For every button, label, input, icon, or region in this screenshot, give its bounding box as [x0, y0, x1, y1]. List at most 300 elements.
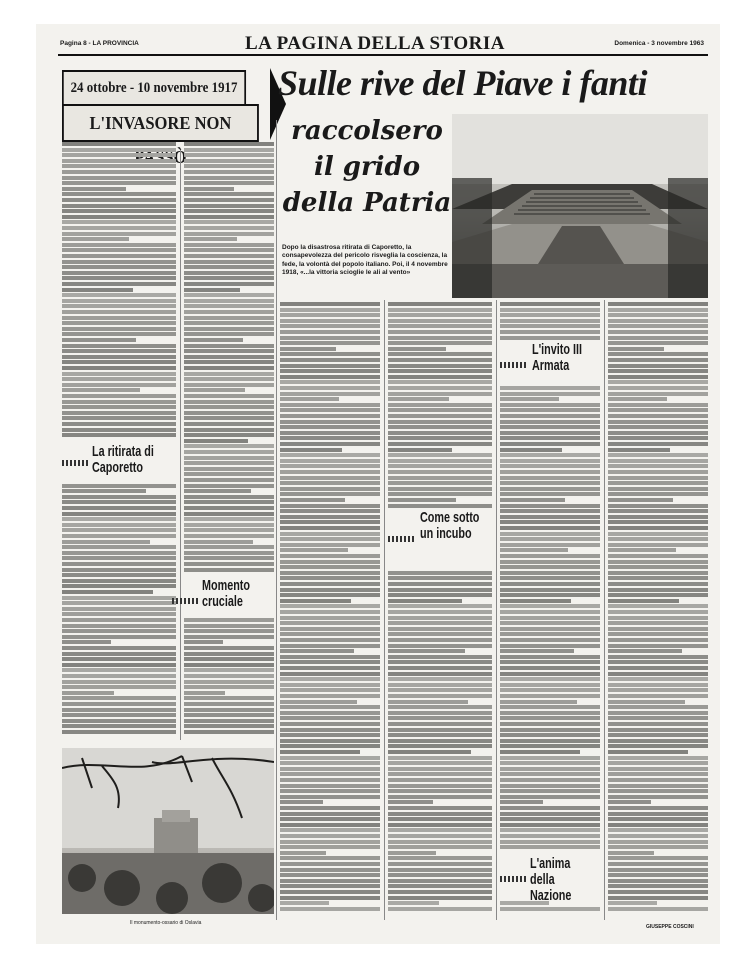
- body-text-line: [608, 476, 708, 480]
- subhead-ornament-icon: [62, 460, 88, 466]
- body-text-line: [280, 806, 380, 810]
- body-text-line: [280, 336, 380, 340]
- page-label: Pagina 8 - LA PROVINCIA: [60, 40, 139, 47]
- body-text-line: [388, 789, 492, 793]
- body-text-line: [62, 327, 176, 331]
- body-text-line: [500, 459, 600, 463]
- body-text-line: [500, 302, 600, 306]
- text-column: [184, 142, 274, 738]
- body-text-line: [608, 470, 708, 474]
- body-text-line: [280, 778, 380, 782]
- subhead-invito: L'invito III Armata: [532, 341, 582, 374]
- body-text-line: [280, 610, 380, 614]
- body-text-line: [184, 248, 274, 252]
- body-text-line: [388, 901, 439, 905]
- body-text-line: [388, 420, 492, 424]
- body-text-line: [608, 711, 708, 715]
- body-text-line: [280, 761, 380, 765]
- body-text-line: [388, 817, 492, 821]
- body-text-line: [608, 548, 676, 552]
- body-text-line: [62, 170, 176, 174]
- body-text-line: [608, 795, 708, 799]
- body-text-line: [388, 588, 492, 592]
- body-text-line: [184, 405, 274, 409]
- body-text-line: [388, 621, 492, 625]
- lede-paragraph: Dopo la disastrosa ritirata di Caporetto, la consapevolezza del pericolo risveglia la coscienza, la fede, la volontà del popolo italiano. Poi, il 4 novembre 1918, «...la vittoria scioglie le ali al vento»: [282, 244, 448, 277]
- body-text-line: [280, 532, 380, 536]
- body-text-line: [184, 310, 274, 314]
- body-text-line: [280, 571, 380, 575]
- body-text-line: [500, 644, 600, 648]
- body-text-line: [608, 784, 708, 788]
- body-text-line: [608, 666, 708, 670]
- body-text-line: [388, 795, 492, 799]
- body-text-line: [62, 243, 176, 247]
- body-text-line: [62, 719, 176, 723]
- body-text-line: [608, 408, 708, 412]
- body-text-line: [62, 624, 176, 628]
- body-text-line: [62, 383, 176, 387]
- body-text-line: [184, 299, 274, 303]
- body-text-line: [62, 579, 176, 583]
- body-text-line: [184, 338, 243, 342]
- body-text-line: [280, 476, 380, 480]
- body-text-line: [280, 492, 380, 496]
- body-text-line: [500, 386, 600, 390]
- body-text-line: [62, 187, 126, 191]
- body-text-line: [608, 358, 708, 362]
- body-text-line: [388, 464, 492, 468]
- body-text-line: [500, 453, 600, 457]
- body-text-line: [608, 347, 664, 351]
- body-text-line: [388, 896, 492, 900]
- body-text-line: [280, 604, 380, 608]
- body-text-line: [500, 593, 600, 597]
- body-text-line: [500, 672, 600, 676]
- body-text-line: [388, 610, 492, 614]
- body-text-line: [388, 784, 492, 788]
- body-text-line: [280, 907, 380, 911]
- body-text-line: [62, 416, 176, 420]
- author-byline: GIUSEPPE COSCINI: [646, 924, 694, 930]
- body-text-line: [184, 388, 245, 392]
- body-text-line: [388, 700, 468, 704]
- body-text-line: [608, 862, 708, 866]
- body-text-line: [280, 582, 380, 586]
- body-text-line: [608, 375, 708, 379]
- body-text-line: [280, 431, 380, 435]
- body-text-line: [388, 397, 449, 401]
- body-text-line: [500, 554, 600, 558]
- body-text-line: [500, 694, 600, 698]
- body-text-line: [184, 484, 274, 488]
- body-text-line: [608, 761, 708, 765]
- body-text-line: [184, 730, 274, 734]
- body-text-line: [500, 800, 543, 804]
- body-text-line: [184, 696, 274, 700]
- body-text-line: [388, 571, 492, 575]
- body-text-line: [280, 554, 380, 558]
- body-text-line: [500, 599, 571, 603]
- body-text-line: [184, 663, 274, 667]
- column-rule: [604, 300, 605, 920]
- headline-line2: raccolsero: [291, 116, 443, 146]
- body-text-line: [608, 834, 708, 838]
- body-text-line: [184, 657, 274, 661]
- body-text-line: [184, 668, 274, 672]
- body-text-line: [388, 604, 492, 608]
- body-text-line: [388, 868, 492, 872]
- body-text-line: [62, 394, 176, 398]
- body-text-line: [388, 800, 433, 804]
- body-text-line: [184, 433, 274, 437]
- body-text-line: [280, 576, 380, 580]
- body-text-line: [608, 879, 708, 883]
- body-text-line: [608, 638, 708, 642]
- body-text-line: [500, 778, 600, 782]
- body-text-line: [608, 604, 708, 608]
- body-text-line: [280, 464, 380, 468]
- body-text-line: [62, 164, 176, 168]
- photo-caption: Il monumento-ossario di Oslavia: [130, 920, 202, 926]
- body-text-line: [62, 724, 176, 728]
- body-text-line: [62, 142, 176, 146]
- body-text-line: [608, 610, 708, 614]
- body-text-line: [280, 879, 380, 883]
- subhead-momento: Momento cruciale: [202, 577, 251, 610]
- body-text-line: [280, 520, 380, 524]
- body-text-line: [500, 761, 600, 765]
- body-text-line: [608, 464, 708, 468]
- body-text-line: [608, 481, 708, 485]
- body-text-line: [608, 380, 708, 384]
- body-text-line: [388, 840, 492, 844]
- body-text-line: [608, 845, 708, 849]
- body-text-line: [184, 680, 274, 684]
- body-text-line: [62, 271, 176, 275]
- body-text-line: [280, 588, 380, 592]
- body-text-line: [62, 506, 176, 510]
- body-text-line: [388, 453, 492, 457]
- body-text-line: [608, 716, 708, 720]
- body-text-line: [500, 520, 600, 524]
- column-rule: [180, 150, 181, 740]
- body-text-line: [388, 582, 492, 586]
- body-text-line: [388, 470, 492, 474]
- body-text-line: [608, 330, 708, 334]
- body-text-line: [280, 548, 348, 552]
- body-text-line: [280, 856, 380, 860]
- body-text-line: [62, 153, 176, 157]
- body-text-line: [184, 461, 274, 465]
- body-text-line: [184, 523, 274, 527]
- body-text-line: [184, 506, 274, 510]
- body-text-line: [62, 674, 176, 678]
- body-text-line: [388, 739, 492, 743]
- body-text-line: [388, 386, 492, 390]
- body-text-line: [608, 397, 667, 401]
- body-text-line: [500, 537, 600, 541]
- body-text-line: [388, 666, 492, 670]
- body-text-line: [608, 571, 708, 575]
- body-text-line: [388, 655, 492, 659]
- body-text-line: [608, 907, 708, 911]
- body-text-line: [500, 313, 600, 317]
- body-text-line: [184, 349, 274, 353]
- body-text-line: [62, 618, 176, 622]
- body-text-line: [388, 694, 492, 698]
- body-text-line: [608, 767, 708, 771]
- body-text-line: [500, 476, 600, 480]
- body-text-line: [500, 392, 600, 396]
- body-text-line: [608, 896, 708, 900]
- body-text-line: [280, 560, 380, 564]
- body-text-line: [280, 868, 380, 872]
- body-text-line: [280, 470, 380, 474]
- body-text-line: [608, 722, 708, 726]
- body-text-line: [388, 772, 492, 776]
- body-text-line: [184, 288, 240, 292]
- body-text-line: [184, 187, 234, 191]
- body-text-line: [500, 688, 600, 692]
- body-text-line: [608, 532, 708, 536]
- body-text-line: [184, 198, 274, 202]
- body-text-line: [280, 369, 380, 373]
- body-text-line: [184, 691, 225, 695]
- body-text-line: [280, 509, 380, 513]
- section-title: LA PAGINA DELLA STORIA: [244, 33, 505, 54]
- body-text-line: [608, 627, 708, 631]
- text-column: [608, 302, 708, 916]
- header-rule: [58, 54, 708, 56]
- body-text-line: [500, 722, 600, 726]
- body-text-line: [184, 556, 274, 560]
- body-text-line: [500, 487, 600, 491]
- body-text-line: [280, 772, 380, 776]
- body-text-line: [500, 789, 600, 793]
- body-text-line: [280, 884, 380, 888]
- body-text-line: [62, 226, 176, 230]
- body-text-line: [184, 713, 274, 717]
- body-text-line: [280, 851, 326, 855]
- body-text-line: [62, 355, 176, 359]
- body-text-line: [388, 767, 492, 771]
- body-text-line: [608, 392, 708, 396]
- body-text-line: [62, 601, 176, 605]
- body-text-line: [280, 644, 380, 648]
- body-text-line: [280, 504, 380, 508]
- subhead-ritirata: La ritirata di Caporetto: [92, 443, 154, 476]
- body-text-line: [388, 834, 492, 838]
- body-text-line: [280, 728, 380, 732]
- body-text-line: [388, 336, 492, 340]
- body-text-line: [608, 313, 708, 317]
- body-text-line: [388, 380, 492, 384]
- body-text-line: [184, 624, 274, 628]
- body-text-line: [184, 220, 274, 224]
- body-text-line: [184, 439, 248, 443]
- subhead-ornament-icon: [388, 536, 414, 542]
- body-text-line: [184, 512, 274, 516]
- body-text-line: [280, 459, 380, 463]
- body-text-line: [62, 556, 176, 560]
- body-text-line: [280, 812, 380, 816]
- body-text-line: [184, 702, 274, 706]
- body-text-line: [280, 828, 380, 832]
- body-text-line: [388, 324, 492, 328]
- body-text-line: [500, 492, 600, 496]
- body-text-line: [608, 498, 673, 502]
- body-text-line: [608, 565, 708, 569]
- body-text-line: [388, 313, 492, 317]
- body-text-line: [388, 487, 492, 491]
- body-text-line: [388, 476, 492, 480]
- body-text-line: [280, 414, 380, 418]
- body-text-line: [184, 478, 274, 482]
- body-text-line: [62, 629, 176, 633]
- body-text-line: [388, 392, 492, 396]
- body-text-line: [388, 364, 492, 368]
- body-text-line: [608, 431, 708, 435]
- body-text-line: [500, 812, 600, 816]
- ossuary-photo-icon: [62, 748, 274, 914]
- body-text-line: [500, 610, 600, 614]
- body-text-line: [500, 330, 600, 334]
- body-text-line: [184, 237, 237, 241]
- body-text-line: [280, 649, 354, 653]
- body-text-line: [280, 750, 360, 754]
- body-text-line: [280, 823, 380, 827]
- body-text-line: [280, 448, 342, 452]
- body-text-line: [280, 711, 380, 715]
- body-text-line: [184, 304, 274, 308]
- body-text-line: [388, 638, 492, 642]
- body-text-line: [62, 220, 176, 224]
- body-text-line: [388, 369, 492, 373]
- body-text-line: [184, 260, 274, 264]
- body-text-line: [280, 705, 380, 709]
- body-text-line: [500, 498, 565, 502]
- body-text-line: [184, 176, 274, 180]
- body-text-line: [388, 705, 492, 709]
- body-text-line: [500, 828, 600, 832]
- body-text-line: [608, 352, 708, 356]
- body-text-line: [184, 372, 274, 376]
- body-text-line: [608, 772, 708, 776]
- body-text-line: [280, 375, 380, 379]
- body-text-line: [608, 840, 708, 844]
- body-text-line: [500, 907, 600, 911]
- body-text-line: [62, 534, 176, 538]
- body-text-line: [62, 344, 176, 348]
- body-text-line: [62, 562, 176, 566]
- body-text-line: [62, 635, 176, 639]
- body-text-line: [388, 688, 492, 692]
- body-text-line: [184, 618, 274, 622]
- body-text-line: [608, 739, 708, 743]
- body-text-line: [500, 795, 600, 799]
- body-text-line: [280, 621, 380, 625]
- body-text-line: [62, 652, 176, 656]
- body-text-line: [280, 481, 380, 485]
- text-column: [500, 302, 600, 916]
- body-text-line: [280, 660, 380, 664]
- body-text-line: [280, 442, 380, 446]
- body-text-line: [388, 616, 492, 620]
- body-text-line: [500, 576, 600, 580]
- body-text-line: [608, 442, 708, 446]
- body-text-line: [280, 862, 380, 866]
- body-text-line: [62, 192, 176, 196]
- body-text-line: [608, 520, 708, 524]
- body-text-line: [500, 582, 600, 586]
- body-text-line: [280, 666, 380, 670]
- body-text-line: [500, 750, 580, 754]
- body-text-line: [62, 282, 176, 286]
- body-text-line: [608, 576, 708, 580]
- body-text-line: [280, 873, 380, 877]
- body-text-line: [184, 383, 274, 387]
- body-text-line: [62, 209, 176, 213]
- body-text-line: [500, 616, 600, 620]
- column-rule: [276, 120, 277, 920]
- body-text-line: [388, 593, 492, 597]
- body-text-line: [608, 660, 708, 664]
- body-text-line: [184, 719, 274, 723]
- body-text-line: [608, 800, 651, 804]
- body-text-line: [608, 560, 708, 564]
- body-text-line: [184, 321, 274, 325]
- body-text-line: [280, 330, 380, 334]
- body-text-line: [608, 856, 708, 860]
- body-text-line: [62, 276, 176, 280]
- body-text-line: [388, 408, 492, 412]
- body-text-line: [62, 523, 176, 527]
- body-text-line: [280, 436, 380, 440]
- body-text-line: [280, 515, 380, 519]
- body-text-line: [500, 481, 600, 485]
- body-text-line: [280, 313, 380, 317]
- body-text-line: [280, 408, 380, 412]
- body-text-line: [500, 834, 600, 838]
- body-text-line: [184, 164, 274, 168]
- body-text-line: [388, 851, 436, 855]
- body-text-line: [608, 425, 708, 429]
- body-text-line: [608, 403, 708, 407]
- body-text-line: [280, 543, 380, 547]
- body-text-line: [388, 358, 492, 362]
- body-text-line: [280, 627, 380, 631]
- body-text-line: [62, 685, 176, 689]
- body-text-line: [280, 599, 351, 603]
- body-text-line: [62, 360, 176, 364]
- body-text-line: [388, 319, 492, 323]
- body-text-line: [62, 596, 176, 600]
- body-text-line: [608, 688, 708, 692]
- body-text-line: [608, 302, 708, 306]
- body-text-line: [608, 728, 708, 732]
- body-text-line: [280, 655, 380, 659]
- body-text-line: [388, 492, 492, 496]
- body-text-line: [280, 526, 380, 530]
- body-text-line: [608, 364, 708, 368]
- body-text-line: [280, 722, 380, 726]
- body-text-line: [184, 170, 274, 174]
- body-text-line: [62, 663, 176, 667]
- body-text-line: [184, 394, 274, 398]
- body-text-line: [62, 232, 176, 236]
- body-text-line: [500, 588, 600, 592]
